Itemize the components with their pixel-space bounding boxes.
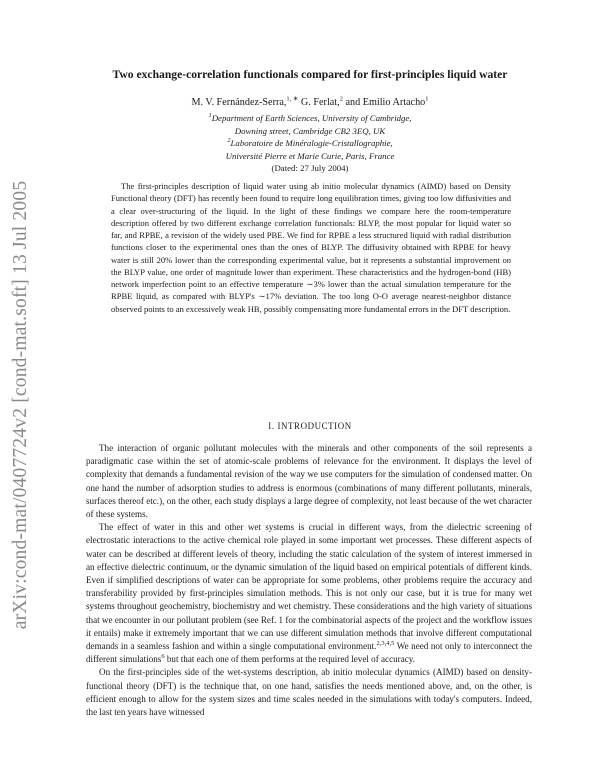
affiliation-mark: 2 [227,137,231,145]
paper-title: Two exchange-correlation functionals compared for first-principles liquid water [112,68,508,81]
author-affiliation-mark: 1 [425,95,429,103]
paragraph: On the first-principles side of the wet-systems description, ab initio molecular dynamics (AIMD) based on density-functional theory (DFT) is the technique that, on one hand, satisfies the needs mentioned above, and, on the other, is efficient enough to allow for the system sizes and time scales needed in the simulations with today's computers. Indeed, the last ten years have witnessed [86,667,532,718]
abstract [111,180,511,315]
citation-mark: 6 [161,653,165,661]
affiliation-line: Downing street, Cambridge CB2 3EQ, UK [234,125,386,136]
arxiv-identifier: arXiv:cond-mat/0407724v2 [cond-mat.soft] 13 Jul 2005 [10,180,31,630]
affiliations [60,112,560,175]
author-affiliation-mark: 1, ∗ [286,95,299,103]
introduction-body [86,442,532,719]
author-list [60,97,560,108]
date-line: (Dated: 27 July 2004) [271,163,349,173]
section-heading: I. INTRODUCTION [268,421,352,431]
affiliation-line: $^2$Laboratoire de Minéralogie-Cristallographie, [227,137,393,148]
arxiv-sidebar [8,125,34,685]
paragraph: The interaction of organic pollutant molecules with the minerals and other components of the soil represents a paradigmatic case within the set of atomic-scale problems of relevance for the environment. It displays the level of complexity that demands a fundamental revision of the way we use computers for the simulation of condensed matter. On one hand the number of adsorption studies to address is enormous (combinations of many different pollutants, minerals, surfaces thereof etc.), on the other, each study displays a large degree of complexity, not least because of the wet character of these systems. [86,443,532,520]
affiliation-mark: 1 [208,112,212,120]
affiliation-line: $^1$Department of Earth Sciences, University of Cambridge, [208,112,412,123]
author-name: G. Ferlat, [298,97,340,108]
author-name: and Emilio Artacho [342,97,426,108]
affiliation-line: Université Pierre et Marie Curie, Paris, France [225,150,395,161]
author-affiliation-mark: 2 [339,95,343,103]
author-name: M. V. Fernández-Serra, [191,97,287,108]
citation-mark: 2,3,4,5 [376,640,395,648]
abstract-text: The first-principles description of liquid water using ab initio molecular dynamics (AIMD) based on Density Functional theory (DFT) has recently been found to require long equilibration times, giving too low diffusivities and a clear over-structuring of the liquid. In the light of these findings we compare here the room-temperature description offered by two different exchange correlation functionals: BLYP, the most popular for liquid water so far, and RPBE, a revision of the widely used PBE. We find for RPBE a less structured liquid with radial distribution functions closer to the experimental ones than the ones of BLYP. The diffusivity obtained with RPBE for heavy water is still 20% lower than the corresponding experimental value, but it represents a substantial improvement on the BLYP value, one order of magnitude lower than experiment. These characteristics and the hydrogen-bond (HB) network imperfection point to an effective temperature ∼3% lower than the actual simulation temperature for the RPBE liquid, as compared with BLYP's ∼17% deviation. The too long O-O average nearest-neighbor distance observed points to an excessively weak HB, possibly compensating more fundamental errors in the DFT description. [111,181,511,314]
paragraph: The effect of water in this and other wet systems is crucial in different ways, from the dielectric screening of electrostatic interactions to the active chemical role played in some important wet processes. These different aspects of water can be described at different levels of theory, including the static calculation of the system of interest immersed in an effective dielectric continuum, or the dynamic simulation of the liquid based on empirical potentials of different kinds. Even if simplified descriptions of water can be appropriate for some problems, other problems require the accuracy and transferability provided by first-principles simulation methods. This is not only our case, but it is true for many wet systems throughout geochemistry, biochemistry and wet chemistry. These considerations and the high variety of situations that we encounter in our pollutant problem (see Ref. 1 for the combinatorial aspects of the project and the workflow issues it entails) make it extremely important that we can use different simulation methods that involve different computational demands in a seamless fashion and within a single computational environment.$^{2,3,4,5}$ We need not only to interconnect the different simulations$^6$ but that each one of them performs at the required level of accuracy. [86,522,533,665]
